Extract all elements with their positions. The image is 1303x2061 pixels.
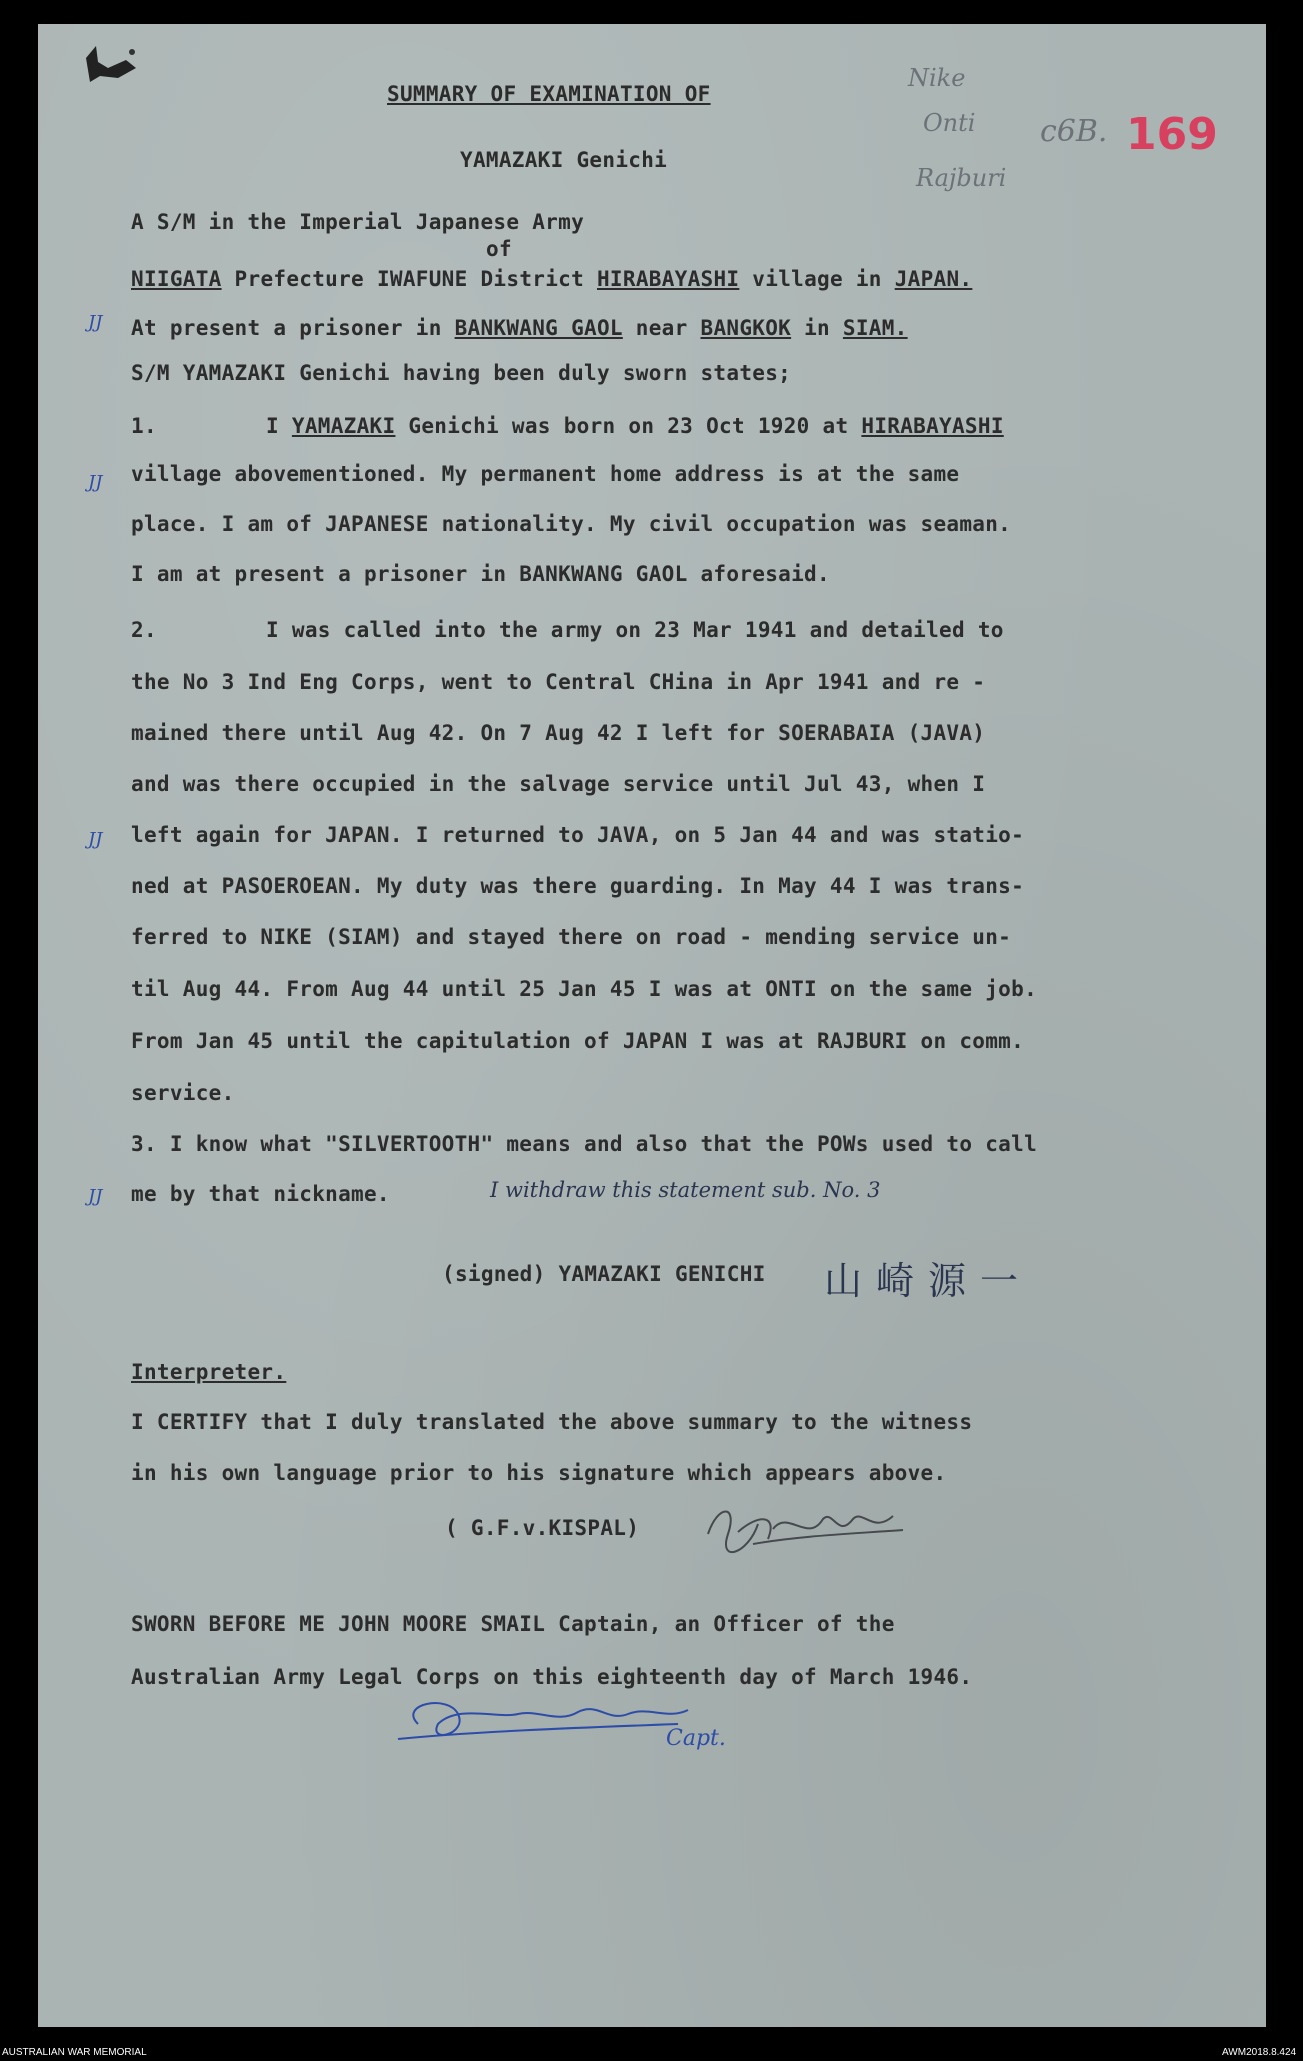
- sworn-states-line: S/M YAMAZAKI Genichi having been duly sworn states;: [131, 361, 792, 385]
- origin-district: IWAFUNE: [376, 267, 468, 291]
- present-city: BANGKOK: [700, 316, 792, 340]
- intro-line: A S/M in the Imperial Japanese Army: [131, 210, 585, 234]
- para1-line1: [266, 414, 1004, 438]
- sworn-line1: SWORN BEFORE ME JOHN MOORE SMAIL Captain, an Officer of the: [131, 1612, 895, 1636]
- para1-text: Genichi was born on 23 Oct 1920 at: [395, 414, 862, 438]
- margin-tick-text: JJ: [88, 829, 103, 850]
- document-title: SUMMARY OF EXAMINATION OF: [387, 82, 711, 106]
- para2-line6: ned at PASOEROEAN. My duty was there guarding. In May 44 I was trans-: [131, 874, 1025, 898]
- interpreter-line1: I CERTIFY that I duly translated the above summary to the witness: [131, 1410, 973, 1434]
- present-line: [131, 316, 908, 340]
- interpreter-heading: Interpreter.: [131, 1360, 287, 1384]
- para1-number: 1.: [131, 414, 157, 438]
- origin-village: HIRABAYASHI: [596, 267, 740, 291]
- margin-tick-text: JJ: [88, 472, 103, 493]
- margin-tick-mark: [88, 1186, 120, 1212]
- kanji-signature: 山崎源一: [824, 1259, 1033, 1303]
- footer-catalogue-number: AWM2018.8.424: [1222, 2047, 1297, 2058]
- origin-text: village in: [739, 267, 895, 291]
- origin-country: JAPAN.: [894, 267, 973, 291]
- origin-prefecture: NIIGATA: [131, 267, 222, 291]
- footer-source-label: AUSTRALIAN WAR MEMORIAL: [2, 2047, 147, 2058]
- typed-signature: (signed) YAMAZAKI GENICHI: [442, 1262, 766, 1286]
- margin-tick-text: JJ: [88, 1186, 103, 1207]
- present-gaol: BANKWANG GAOL: [454, 316, 623, 340]
- para1-text: I: [266, 414, 292, 438]
- para2-line5: left again for JAPAN. I returned to JAVA, on 5 Jan 44 and was statio-: [131, 823, 1025, 847]
- officer-signature-mark: [388, 1684, 718, 1764]
- officer-capt-note: Capt.: [666, 1726, 726, 1751]
- interpreter-line2: in his own language prior to his signature which appears above.: [131, 1461, 947, 1485]
- pencil-place-onti: Onti: [923, 109, 976, 137]
- origin-text: Prefecture: [221, 267, 377, 291]
- para3-line2: me by that nickname.: [131, 1182, 390, 1206]
- para2-line10: service.: [131, 1081, 235, 1105]
- para2-line3: mained there until Aug 42. On 7 Aug 42 I left for SOERABAIA (JAVA): [131, 721, 986, 745]
- para2-line7: ferred to NIKE (SIAM) and stayed there on road - mending service un-: [131, 925, 1012, 949]
- pencil-place-nike: Nike: [908, 64, 966, 92]
- present-text: near: [622, 316, 701, 340]
- para2-line8: til Aug 44. From Aug 44 until 25 Jan 45 I was at ONTI on the same job.: [131, 977, 1038, 1001]
- margin-tick-mark: [88, 829, 120, 855]
- para2-line1: I was called into the army on 23 Mar 1941 and detailed to: [266, 618, 1004, 642]
- intro-of: of: [486, 237, 512, 261]
- para1-line3: place. I am of JAPANESE nationality. My civil occupation was seaman.: [131, 512, 1012, 536]
- origin-text: District: [467, 267, 597, 291]
- present-text: At present a prisoner in: [131, 316, 455, 340]
- origin-line: [131, 267, 972, 291]
- margin-tick-mark: [88, 312, 120, 338]
- margin-tick-mark: [88, 472, 120, 498]
- pencil-place-rajburi: Rajburi: [916, 164, 1007, 192]
- sworn-line2: Australian Army Legal Corps on this eighteenth day of March 1946.: [131, 1665, 973, 1689]
- document-sheet: [38, 24, 1266, 2027]
- para1-birthplace: HIRABAYASHI: [861, 414, 1004, 438]
- interpreter-signature-mark: [698, 1494, 918, 1564]
- interpreter-name: ( G.F.v.KISPAL): [445, 1516, 640, 1540]
- handwritten-withdrawal-note: I withdraw this statement sub. No. 3: [490, 1178, 881, 1202]
- pencil-reference: c6B.: [1040, 114, 1108, 149]
- present-text: in: [791, 316, 843, 340]
- para3-line1: 3. I know what "SILVERTOOTH" means and also that the POWs used to call: [131, 1132, 1038, 1156]
- para2-line4: and was there occupied in the salvage service until Jul 43, when I: [131, 772, 986, 796]
- margin-tick-text: JJ: [88, 312, 103, 333]
- para1-line2: village abovementioned. My permanent home address is at the same: [131, 462, 960, 486]
- red-page-number: 169: [1126, 109, 1218, 160]
- present-country: SIAM.: [842, 316, 908, 340]
- para2-line9: From Jan 45 until the capitulation of JAPAN I was at RAJBURI on comm.: [131, 1029, 1025, 1053]
- subject-name: YAMAZAKI Genichi: [460, 148, 668, 172]
- ink-blot-mark: [78, 38, 148, 88]
- para2-line2: the No 3 Ind Eng Corps, went to Central CHina in Apr 1941 and re -: [131, 670, 986, 694]
- para1-surname: YAMAZAKI: [291, 414, 396, 438]
- para1-line4: I am at present a prisoner in BANKWANG GAOL aforesaid.: [131, 562, 830, 586]
- para2-number: 2.: [131, 618, 157, 642]
